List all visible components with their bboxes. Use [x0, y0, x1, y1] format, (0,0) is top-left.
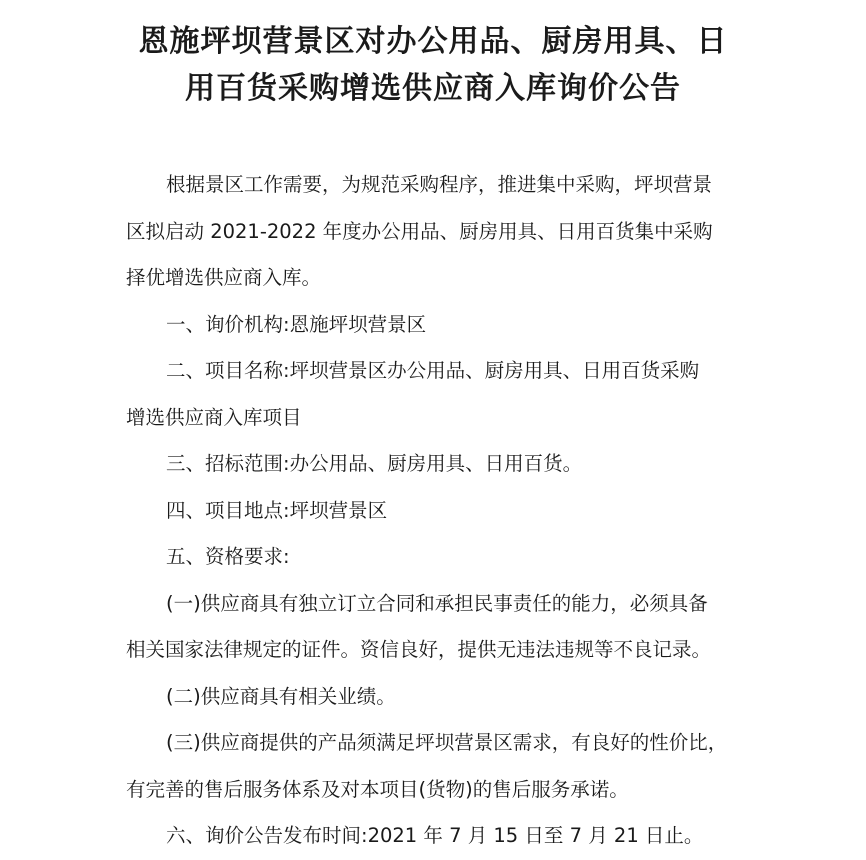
- paragraph-line: 一、询价机构:恩施坪坝营景区: [166, 312, 427, 336]
- paragraph-line: 根据景区工作需要，为规范采购程序，推进集中采购，坪坝营景: [166, 173, 713, 196]
- paragraph-qualification-1: [126, 581, 742, 674]
- paragraph-line: 择优增选供应商入库。: [126, 266, 322, 289]
- document-title-line-1: 恩施坪坝营景区对办公用品、厨房用具、日: [138, 24, 728, 59]
- paragraph-line: 二、项目名称:坪坝营景区办公用品、厨房用具、日用百货采购: [166, 359, 700, 382]
- paragraph-line: (二)供应商具有相关业绩。: [166, 684, 396, 708]
- paragraph-line: 四、项目地点:坪坝营景区: [166, 498, 388, 522]
- paragraph-line: 相关国家法律规定的证件。资信良好，提供无违法违规等不良记录。: [126, 638, 712, 661]
- paragraph-line: (一)供应商具有独立订立合同和承担民事责任的能力，必须具备: [166, 591, 708, 615]
- paragraph-qualifications-heading: [126, 534, 742, 581]
- paragraph-line: 三、招标范围:办公用品、厨房用具、日用百货。: [166, 452, 583, 475]
- paragraph-line: 区拟启动 2021-2022 年度办公用品、厨房用具、日用百货集中采购: [126, 219, 713, 243]
- paragraph-intro: [126, 162, 742, 302]
- paragraph-project-location: [126, 488, 742, 535]
- paragraph-qualification-2: [126, 674, 742, 721]
- document-title-line-2: 用百货采购增选供应商入库询价公告: [185, 71, 681, 106]
- paragraph-qualification-3: [126, 720, 742, 813]
- paragraph-bid-scope: [126, 441, 742, 488]
- paragraph-inquiry-agency: [126, 302, 742, 349]
- paragraph-line: 六、询价公告发布时间:2021 年 7 月 15 日至 7 月 21 日止。: [166, 824, 704, 847]
- paragraph-line: 有完善的售后服务体系及对本项目(货物)的售后服务承诺。: [126, 777, 629, 801]
- paragraph-line: 增选供应商入库项目: [126, 405, 302, 429]
- paragraph-line: 五、资格要求:: [166, 545, 290, 568]
- paragraph-publish-period: [126, 813, 742, 860]
- document-body: [126, 162, 742, 860]
- paragraph-project-name: [126, 348, 742, 441]
- paragraph-line: (三)供应商提供的产品须满足坪坝营景区需求，有良好的性价比，: [166, 731, 728, 754]
